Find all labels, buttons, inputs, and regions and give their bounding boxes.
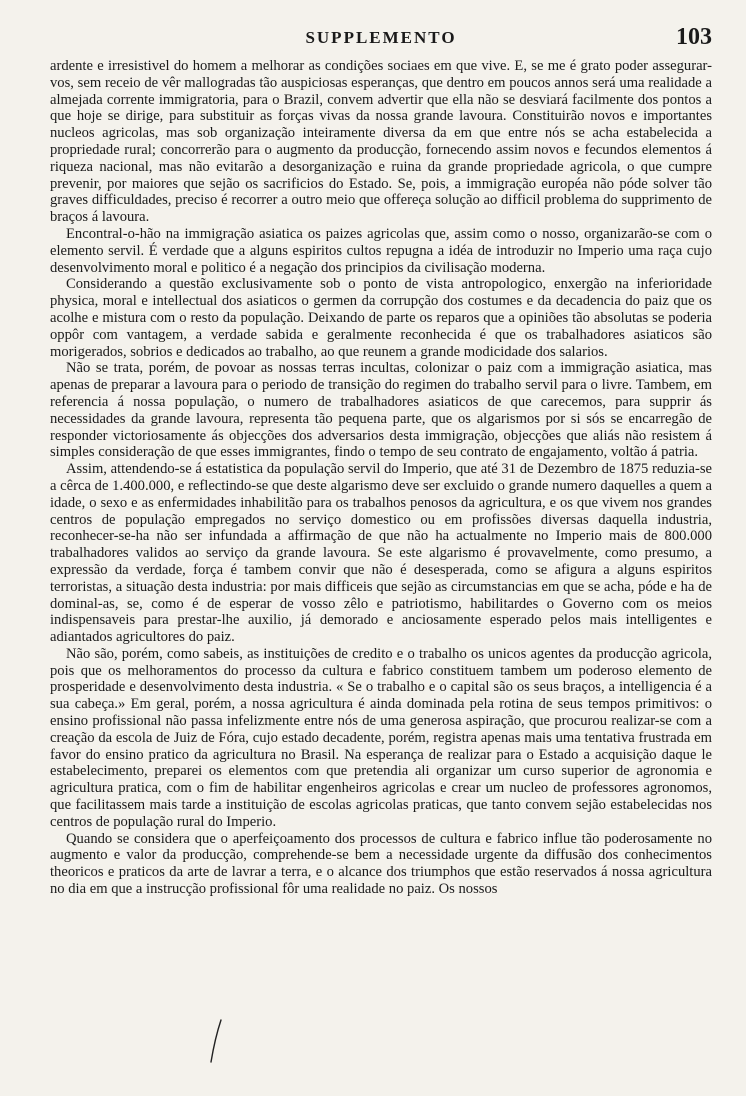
- body-text: [50, 58, 712, 898]
- paragraph: Considerando a questão exclusivamente sob o ponto de vista antropologico, enxergão na inferioridade physica, moral e intellectual dos asiaticos o germen da corrupção dos costumes e da decadencia do paiz que os acolhe e mistura com o resto da população. Deixando de parte os reparos que a opiniões tão absolutas se poderia oppôr com vantagem, a verdade sabida e geralmente reconhecida é que os trabalhadores asiaticos são morigerados, sobrios e dedicados ao trabalho, ao que reunem a grande modicidade dos salarios.: [50, 276, 712, 360]
- pen-stroke-mark: [208, 1018, 224, 1064]
- paragraph: Não se trata, porém, de povoar as nossas terras incultas, colonizar o paiz com a immigração asiatica, mas apenas de preparar a lavoura para o periodo de transição do regimen do trabalho servil para o livre. Tambem, em referencia á nossa população, o numero de trabalhadores asiaticos de que carecemos, para supprir ás necessidades da grande lavoura, representa tão pequena parte, que os algarismos por si sós se encarregão de responder victoriosamente ás objecções dos adversarios desta immigração, objecções que aliás não resistem á simples consideração de que esses immigrantes, findo o tempo de seu contrato de engajamento, voltão á patria.: [50, 360, 712, 461]
- page-header: [50, 24, 712, 54]
- paragraph: Não são, porém, como sabeis, as instituições de credito e o trabalho os unicos agentes da producção agricola, pois que os melhoramentos do processo da cultura e fabrico constituem tambem um poderoso elemento de prosperidade e desenvolvimento desta industria. « Se o trabalho e o capital são os seus braços, a intelligencia é a sua cabeça.» Em geral, porém, a nossa agricultura é ainda dominada pela rotina de seus tempos primitivos: o ensino profissional não passa infelizmente entre nós de uma generosa aspiração, que procurou realizar-se com a creação da escola de Juiz de Fóra, cujo estado decadente, porém, registra apenas mais uma tentativa frustrada em favor do ensino pratico da agricultura no Brasil. Na esperança de realizar para o Estado a acquisição daque le estabelecimento, preparei os elementos com que pretendia ali organizar um curso superior de agronomia e agricultura pratica, com o fim de habilitar engenheiros agricolas e crear um nucleo de professores agronomos, que facilitassem mais tarde a instituição de escolas agricolas praticas, que tanto convem sejão estabelecidas nos centros de população rural do Imperio.: [50, 645, 712, 830]
- running-title: SUPPLEMENTO: [305, 28, 457, 47]
- paragraph: Quando se considera que o aperfeiçoamento dos processos de cultura e fabrico influe tão poderosamente no augmento e valor da producção, comprehende-se bem a necessidade urgente da diffusão dos conhecimentos theoricos e praticos da arte de lavrar a terra, e o alcance dos triumphos que estão reservados á nossa agricultura no dia em que a instrucção profissional fôr uma realidade no paiz. Os nossos: [50, 830, 712, 898]
- paragraph: Encontral-o-hão na immigração asiatica os paizes agricolas que, assim como o nosso, organizarão-se com o elemento servil. É verdade que a alguns espiritos cultos repugna a idéa de introduzir no Imperio uma raça cujo desenvolvimento moral e politico é a negação dos principios da civilisação moderna.: [50, 225, 712, 276]
- paragraph: ardente e irresistivel do homem a melhorar as condições sociaes em que vive. E, se me é grato poder assegurar-vos, sem receio de vêr mallogradas tão auspiciosas esperanças, que dentro em poucos annos será uma realidade a almejada corrente immigratoria, para o Brazil, convem advertir que ella não se desviará facilmente dos pontos a que hoje se dirige, para substituir as forças vivas da nossa grande lavoura. Constituirão novos e importantes nucleos agricolas, mas sob organização inteiramente diversa da em que entre nós se acha estabelecida a propriedade rural; concorrerão para o augmento da producção, fornecendo assim novos e fecundos elementos á riqueza nacional, mas não evitarão a desorganização e ruina da grande propriedade agricola, o que cumpre prevenir, por maiores que sejão os sacrificios do Estado. Se, pois, a immigração européa não póde solver tão graves difficuldades, preciso é recorrer a outro meio que offereça solução ao difficil problema do supprimento de braços á lavoura.: [50, 58, 712, 226]
- page-number: 103: [676, 24, 712, 50]
- paragraph: Assim, attendendo-se á estatistica da população servil do Imperio, que até 31 de Dezembro de 1875 reduzia-se a cêrca de 1.400.000, e reflectindo-se que deste algarismo deve ser excluido o grande numero daquelles a quem a idade, o sexo e as enfermidades inhabilitão para os trabalhos penosos da agricultura, e os que vivem nos grandes centros de população empregados no serviço domestico ou em profissões diversas daquella industria, reconhecer-se-ha não ser infundada a affirmação de que não ha actualmente no Imperio mais de 800.000 trabalhadores validos ao serviço da grande lavoura. Se este algarismo é provavelmente, como presumo, a expressão da verdade, força é tambem convir que não é desesperada, como se afigura a alguns espiritos terroristas, a situação desta industria: por mais difficeis que sejão as circumstancias em que se acha, póde e ha de dominal-as, se, como é de esperar de vosso zêlo e patriotismo, habilitardes o Governo com os meios indispensaveis para prestar-lhe auxilio, já demorado e anciosamente esperado pelos mais intelligentes e adiantados agricultores do paiz.: [50, 461, 712, 646]
